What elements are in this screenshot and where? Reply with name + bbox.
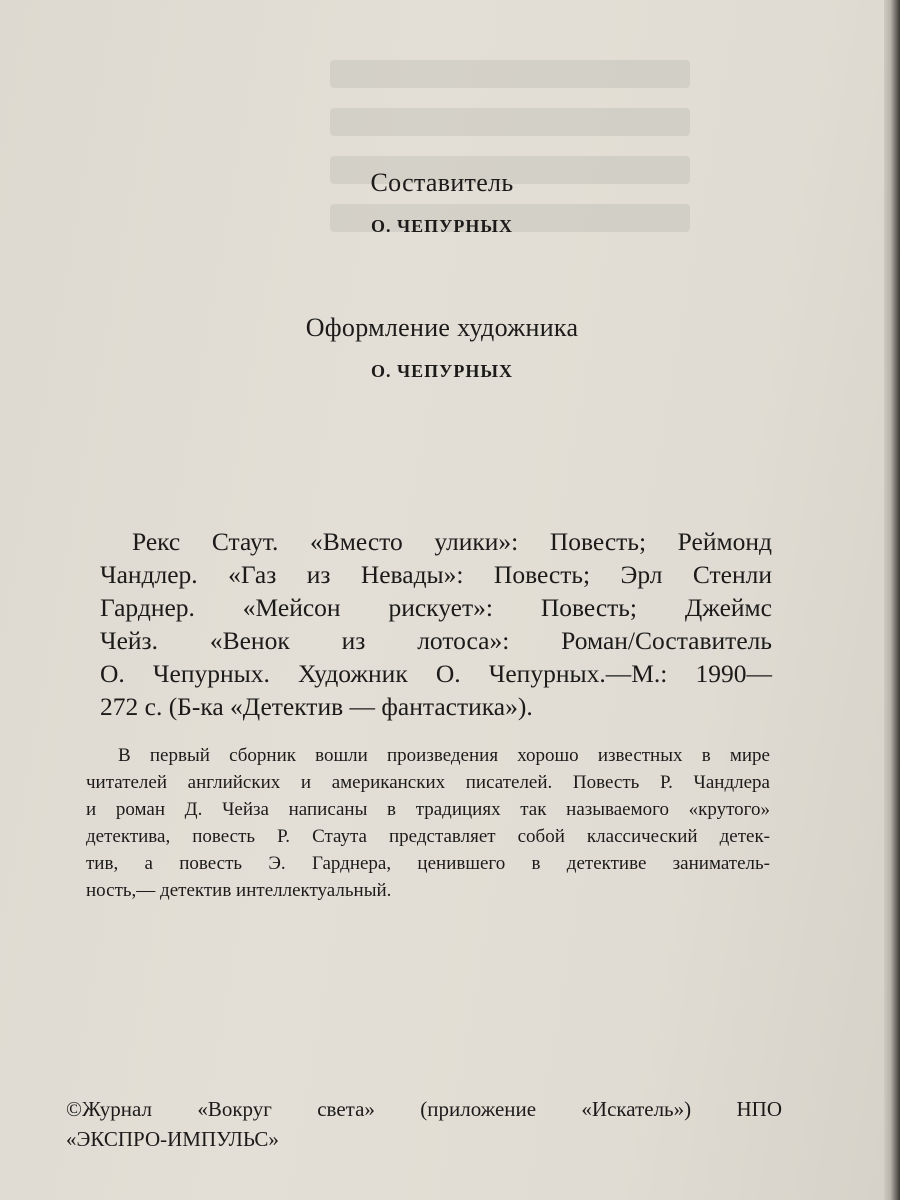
biblio-line: Рекс Стаут. «Вместо улики»: Повесть; Реймонд [132,527,772,556]
biblio-line: Чандлер. «Газ из Невады»: Повесть; Эрл Стенли [100,560,772,589]
annotation-line: В первый сборник вошли произведения хорошо известных в мире [118,745,770,766]
designer-role: Оформление художника [305,313,579,342]
annotation [86,742,770,904]
annotation-line: читателей английских и американских писателей. Повесть Р. Чандлера [86,772,770,793]
annotation-line: ность,— детектив интеллектуальный. [86,880,392,901]
annotation-line: тив, а повесть Э. Гарднера, ценившего в детективе заниматель- [86,853,770,874]
annotation-line: и роман Д. Чейза написаны в традициях так называемого «крутого» [86,799,770,820]
biblio-line: Гарднер. «Мейсон рискует»: Повесть; Джеймс [100,593,772,622]
biblio-line: 272 с. (Б-ка «Детектив — фантастика»). [100,692,533,721]
compiler-name: О. ЧЕПУРНЫХ [370,216,514,236]
biblio-line: Чейз. «Венок из лотоса»: Роман/Составитель [100,626,772,655]
copyright-notice [66,1094,782,1154]
compiler-role: Составитель [370,168,514,197]
copyright-line: ©Журнал «Вокруг света» (приложение «Искатель») НПО [66,1097,782,1121]
copyright-line: «ЭКСПРО-ИМПУЛЬС» [66,1127,279,1151]
annotation-line: детектива, повесть Р. Стаута представляет собой классический детек- [86,826,770,847]
bibliographic-record [100,525,772,723]
designer-name: О. ЧЕПУРНЫХ [370,361,514,381]
page-edge-shadow [884,0,900,1200]
biblio-line: О. Чепурных. Художник О. Чепурных.—М.: 1990— [100,659,772,688]
